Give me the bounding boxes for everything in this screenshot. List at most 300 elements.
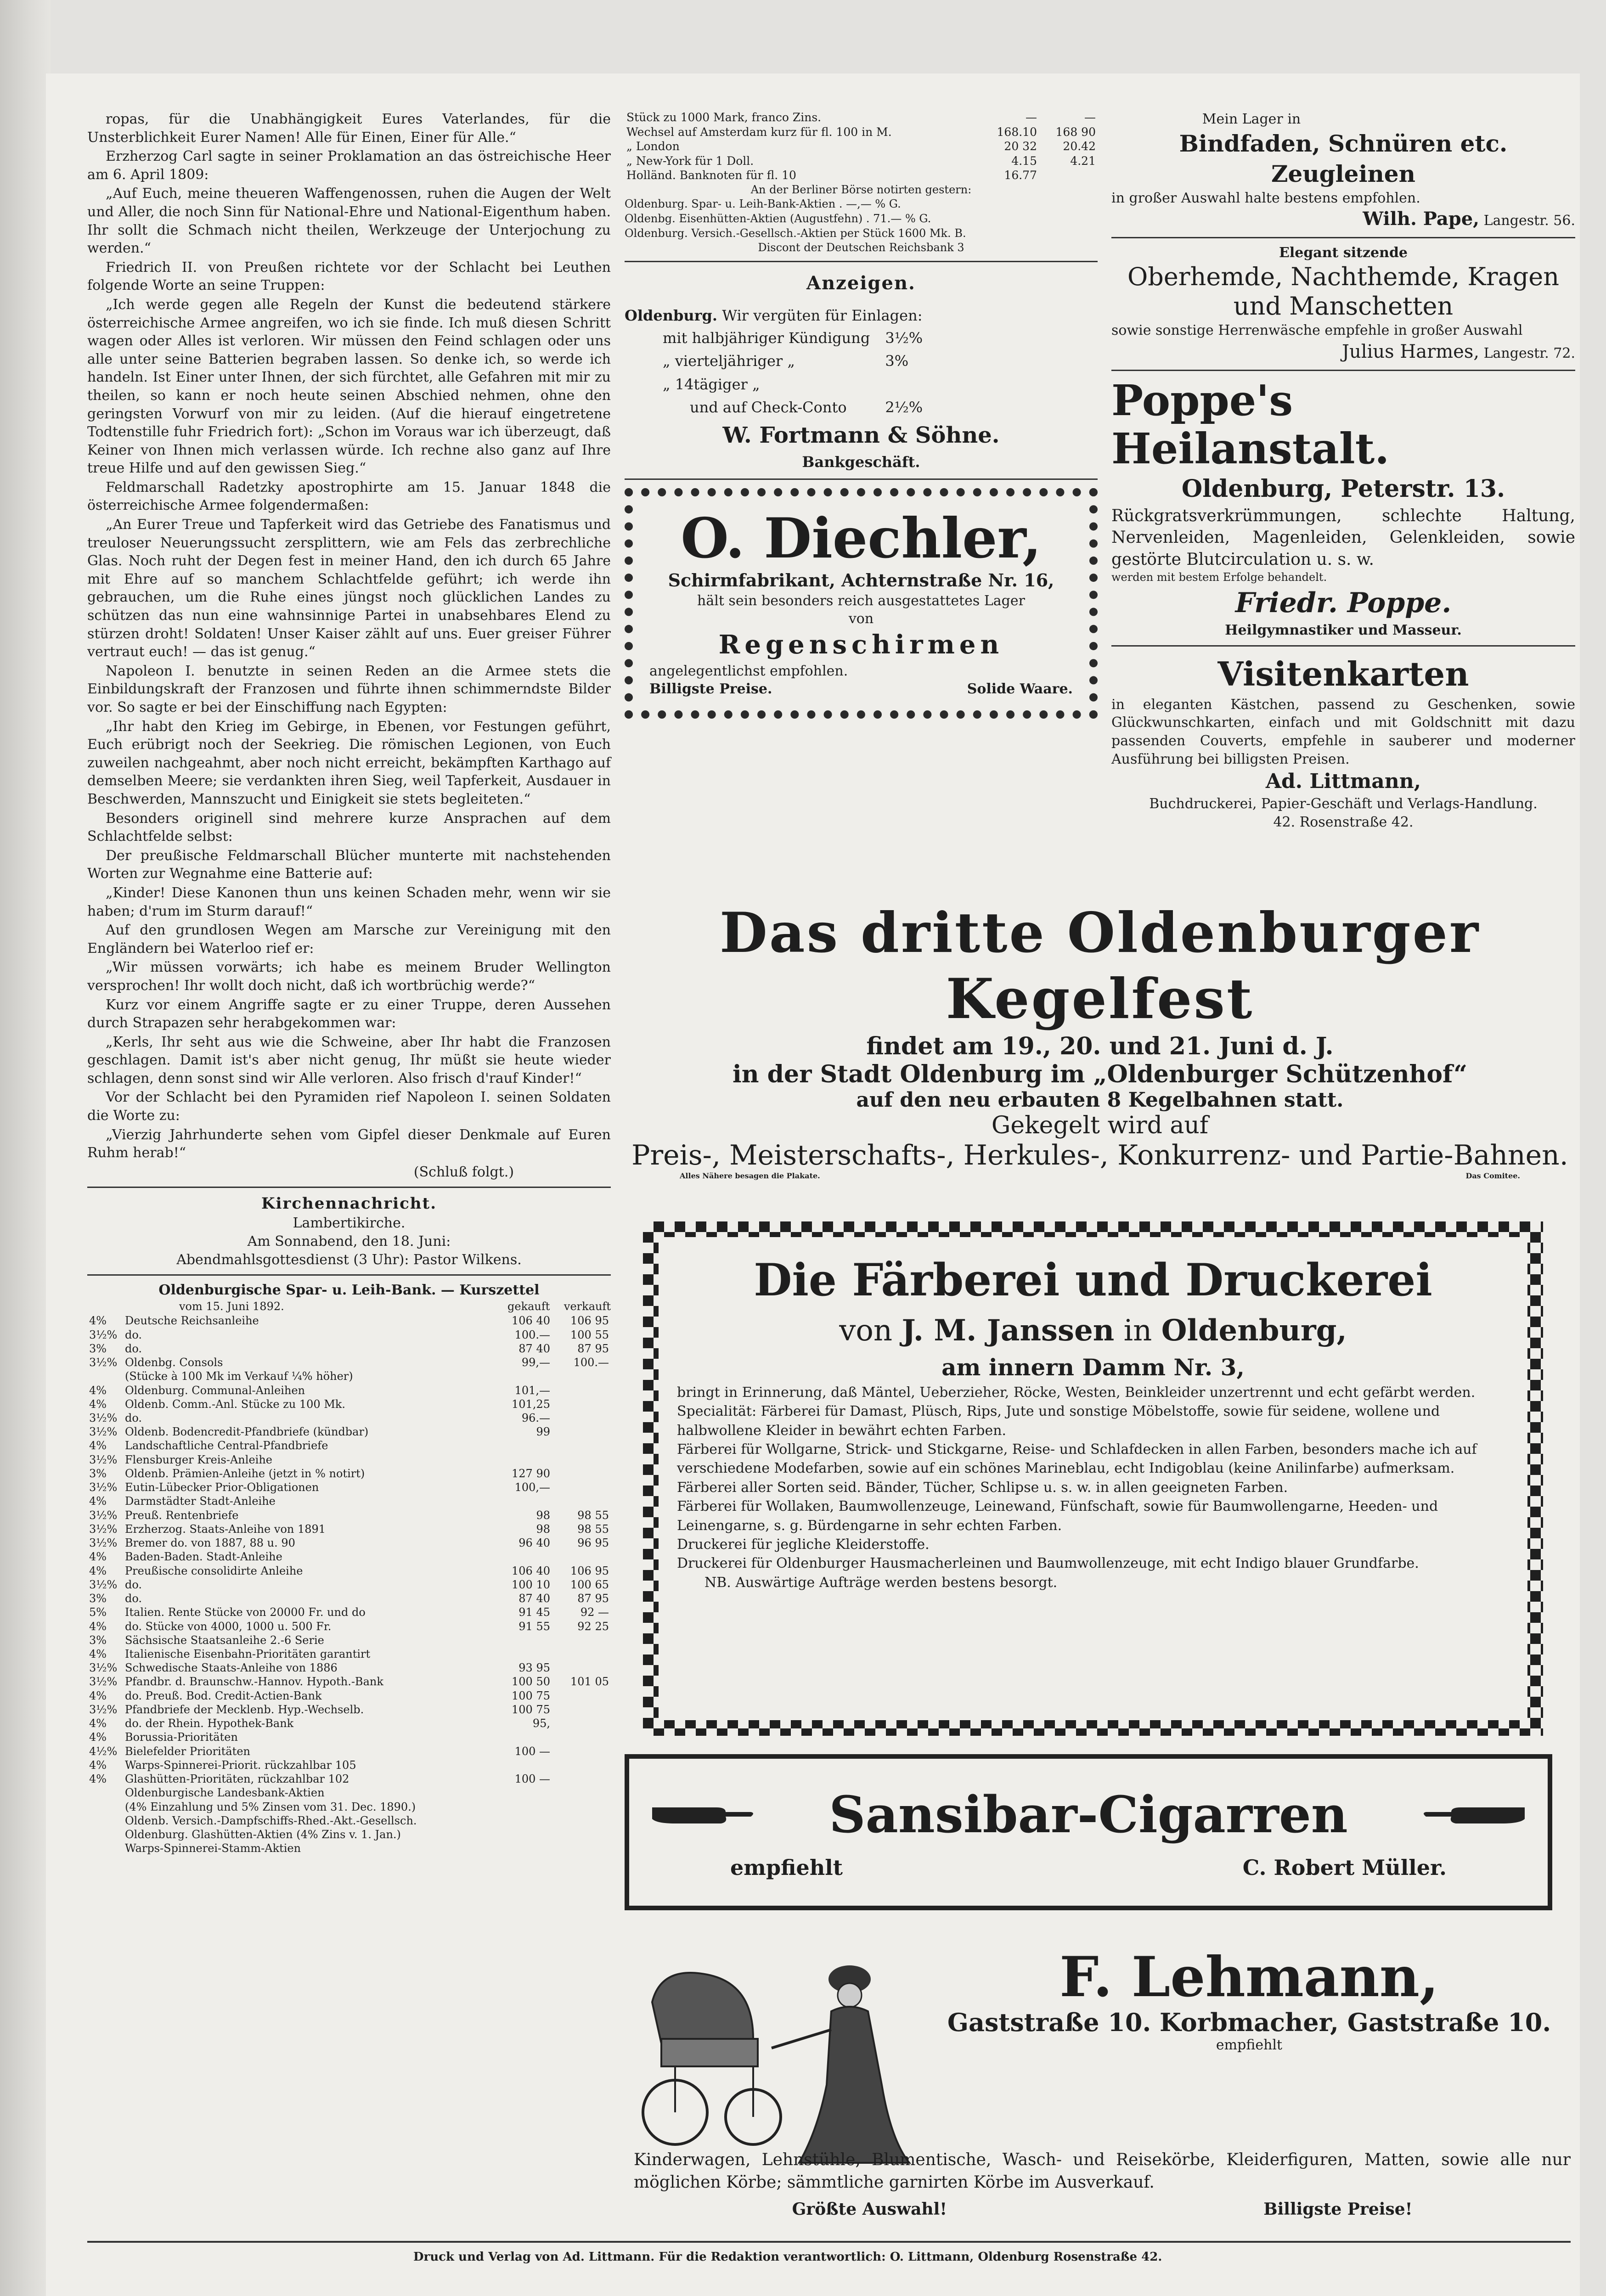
harmes-text: sowie sonstige Herrenwäsche empfehle in großer Auswahl	[1111, 322, 1523, 339]
security-cell: Deutsche Reichsanleihe	[125, 1314, 259, 1328]
table-row	[87, 1745, 611, 1758]
security-cell: do. Stücke von 4000, 1000 u. 500 Fr.	[125, 1620, 332, 1633]
fortmann-place: Oldenburg.	[625, 306, 718, 324]
kegelfest-line1: findet am 19., 20. und 21. Juni d. J.	[866, 1032, 1334, 1060]
rate-cell: 4%	[89, 1384, 107, 1397]
exchange-bid: 168.10	[997, 125, 1037, 139]
sold-cell	[552, 1716, 611, 1730]
fortmann-firm: W. Fortmann & Söhne.	[722, 422, 1000, 448]
bought-cell: 91 55	[518, 1620, 550, 1633]
table-row	[87, 1369, 611, 1383]
sold-cell	[552, 1453, 611, 1467]
rate-cell	[87, 1800, 123, 1814]
bought-cell: 98	[536, 1508, 550, 1522]
table-row	[87, 1605, 611, 1619]
table-row	[87, 1689, 611, 1703]
article-paragraph: „Vierzig Jahrhunderte sehen vom Gipfel dieser Denkmale auf Euren Ruhm herab!“	[87, 1126, 611, 1161]
footer-rule	[87, 2241, 1571, 2243]
exchange-ask: 20.42	[1063, 140, 1096, 153]
security-cell: Oldenburgische Landesbank-Aktien	[125, 1786, 325, 1800]
rate-value: 3½%	[885, 329, 923, 347]
table-row	[87, 1564, 611, 1578]
sold-cell	[552, 1689, 611, 1703]
janssen-address: am innern Damm Nr. 3,	[941, 1353, 1245, 1381]
exchange-ask	[1039, 168, 1098, 183]
rate-cell: 3½%	[89, 1356, 118, 1369]
table-row	[87, 1786, 611, 1800]
table-row	[87, 1494, 611, 1508]
bought-cell: 100 —	[514, 1773, 550, 1786]
security-cell: do.	[125, 1328, 142, 1341]
rate-cell: 4%	[89, 1439, 107, 1452]
rate-cell	[87, 1786, 123, 1800]
table-row	[87, 1522, 611, 1536]
exchange-label: „ London	[626, 140, 680, 153]
bought-cell: 95,	[532, 1717, 550, 1730]
discount: Discont der Deutschen Reichsbank 3	[758, 241, 964, 254]
sold-cell	[552, 1480, 611, 1494]
col-bought: gekauft	[507, 1300, 550, 1313]
security-cell: Darmstädter Stadt-Anleihe	[125, 1495, 276, 1508]
table-row	[87, 1841, 611, 1855]
security-cell: do.	[125, 1342, 142, 1355]
harmes-title: Oberhemde, Nachthemde, Kragen und Manschetten	[1127, 262, 1560, 321]
table-row	[87, 1397, 611, 1411]
exchange-bid: 16.77	[1004, 169, 1037, 182]
article-paragraph: Der preußische Feldmarschall Blücher munterte mit nachstehenden Worten zur Wegnahme eine Batterie auf:	[87, 847, 611, 882]
lehmann-ad	[634, 1947, 1571, 2232]
table-row	[87, 1314, 611, 1328]
article-paragraph: „Ich werde gegen alle Regeln der Kunst die bedeutend stärkere österreichische Armee angreifen, wo ich sie finde. Ich muß diesen Schritt wagen oder Alles ist verloren. Wir müssen den Feind schlagen oder uns alle unter seine Batterien begraben lassen. So denke ich, so werde ich handeln. Ist Einer unter Ihnen, der sich fürchtet, alle Gefahren mit mir zu theilen, so kann er noch heute seinen Abschied nehmen, ohne den geringsten Vorwurf von mir zu leiden. (Auf die hierauf eingetretene Todtenstille fuhr Friedrich fort): „Schon im Voraus war ich überzeugt, daß Keiner von Ihnen mich verlassen würde. Ich rechne also ganz auf Ihre treue Hilfe und auf den gewissen Sieg.“	[87, 296, 611, 477]
diechler-product: Regenschirmen	[718, 629, 1004, 660]
berlin-line: Oldenbg. Eisenhütten-Aktien (Augustfehn) . 71.— % G.	[625, 212, 931, 225]
article-paragraph: „Kerls, Ihr seht aus wie die Schweine, aber Ihr habt die Franzosen geschlagen. Damit ist's aber nicht genug, Ihr müßt sie heute wieder schlagen, denn sonst sind wir Alle verloren. Also frisch d'rauf Kinder!“	[87, 1034, 611, 1086]
sold-cell: 100 65	[570, 1578, 609, 1591]
church-sub: Lambertikirche.	[293, 1215, 406, 1232]
kegelfest-line4: Gekegelt wird auf	[991, 1112, 1209, 1139]
kegelfest-line3: auf den neu erbauten 8 Kegelbahnen statt.	[856, 1088, 1344, 1112]
article-paragraph: Besonders originell sind mehrere kurze Ansprachen auf dem Schlachtfelde selbst:	[87, 810, 611, 845]
rate-cell: 4%	[89, 1731, 107, 1744]
rate-cell	[87, 1828, 123, 1841]
sold-cell: 87 95	[577, 1342, 609, 1355]
church-line1: Am Sonnabend, den 18. Juni:	[247, 1233, 451, 1249]
security-cell: do. Preuß. Bod. Credit-Actien-Bank	[125, 1689, 322, 1702]
diechler-left: Billigste Preise.	[649, 681, 772, 698]
footer-imprint: Druck und Verlag von Ad. Littmann. Für die Redaktion verantwortlich: O. Littmann, Oldenburg Rosenstraße 42.	[413, 2250, 1162, 2264]
table-row	[87, 1772, 611, 1786]
sold-cell	[552, 1745, 611, 1758]
sold-cell	[552, 1633, 611, 1647]
rate-cell	[87, 1369, 123, 1383]
sold-cell	[552, 1550, 611, 1564]
bought-cell: 87 40	[518, 1592, 550, 1605]
rate-value: 3%	[885, 352, 909, 370]
bought-cell: 101,—	[514, 1384, 550, 1397]
bought-cell: 106 40	[512, 1564, 550, 1577]
sold-cell	[552, 1841, 611, 1855]
sold-cell	[552, 1730, 611, 1744]
pape-title2: Zeugleinen	[1271, 160, 1415, 187]
bought-cell: 93 95	[518, 1661, 550, 1675]
security-cell: Bielefelder Prioritäten	[125, 1745, 250, 1758]
bought-cell: 100 50	[512, 1675, 550, 1688]
bought-cell	[493, 1814, 552, 1828]
divider	[87, 1187, 611, 1188]
sold-cell	[552, 1397, 611, 1411]
lehmann-sub: empfiehlt	[1216, 2037, 1283, 2053]
janssen-title: Die Färberei und Druckerei	[754, 1254, 1432, 1306]
rate-label: und auf Check-Conto	[690, 399, 847, 416]
divider	[87, 1274, 611, 1276]
cigarren-left: empfiehlt	[730, 1855, 843, 1880]
cigarren-ad	[625, 1754, 1552, 1910]
security-cell: Sächsische Staatsanleihe 2.-6 Serie	[125, 1633, 324, 1647]
article-paragraph: Feldmarschall Radetzky apostrophirte am 15. Januar 1848 die österreichische Armee folgendermaßen:	[87, 479, 611, 514]
diechler-ad	[625, 488, 1098, 719]
middle-column	[625, 110, 1098, 719]
janssen-city: Oldenburg,	[1161, 1313, 1347, 1348]
security-cell: Warps-Spinnerei-Priorit. rückzahlbar 105	[125, 1758, 356, 1772]
pape-firm: Wilh. Pape,	[1363, 208, 1480, 230]
sold-cell	[552, 1786, 611, 1800]
bought-cell	[493, 1800, 552, 1814]
to-be-continued: (Schluß folgt.)	[413, 1164, 514, 1180]
table-row	[87, 1828, 611, 1841]
kegelfest-line2: in der Stadt Oldenburg im „Oldenburger Schützenhof“	[733, 1060, 1467, 1088]
bought-cell: 99,—	[521, 1356, 550, 1369]
rate-cell: 4%	[89, 1620, 107, 1633]
security-cell: Oldenb. Bodencredit-Pfandbriefe (kündbar)	[125, 1425, 369, 1439]
security-cell: Bremer do. von 1887, 88 u. 90	[125, 1536, 295, 1550]
berlin-intro: An der Berliner Börse notirten gestern:	[750, 183, 972, 196]
lehmann-name: F. Lehmann,	[1059, 1945, 1439, 2009]
rate-label: mit halbjähriger Kündigung	[663, 329, 870, 347]
table-row	[87, 1814, 611, 1828]
fortmann-sub: Bankgeschäft.	[802, 453, 920, 471]
bought-cell: 106 40	[512, 1314, 550, 1328]
exchange-label: Wechsel auf Amsterdam kurz für fl. 100 in M.	[626, 125, 892, 139]
rate-cell: 3½%	[89, 1675, 118, 1688]
rate-cell: 4%	[89, 1717, 107, 1730]
rate-cell: 3%	[89, 1592, 107, 1605]
table-row	[87, 1592, 611, 1605]
janssen-p3: Färberei für Wollgarne, Strick- und Stickgarne, Reise- und Schlafdecken in allen Farben, besonders mache ich auf verschiedene Modefarben, sowie auf ein schönes Marineblau, echt Indigoblau (keine Anilinfarbe) aufmerksam.	[677, 1441, 1477, 1477]
security-cell: Schwedische Staats-Anleihe von 1886	[125, 1661, 338, 1675]
table-row	[87, 1356, 611, 1369]
exchange-ask: 4.21	[1070, 154, 1096, 168]
kegelfest-ad	[629, 900, 1571, 1180]
bought-cell: 100,—	[514, 1481, 550, 1494]
kegelfest-right: Das Comitee.	[1465, 1171, 1520, 1180]
table-row	[87, 1328, 611, 1342]
article-paragraph: Napoleon I. benutzte in seinen Reden an die Armee stets die Einbildungskraft der Franzosen und führte ihnen schimmerndste Bilder vor. So sagte er bei der Einschiffung nach Egypten:	[87, 663, 611, 715]
bought-cell: 100 —	[514, 1745, 550, 1758]
rate-cell: 3%	[89, 1633, 107, 1647]
security-cell: Preußische consolidirte Anleihe	[125, 1564, 303, 1577]
fortmann-intro: Wir vergüten für Einlagen:	[722, 306, 923, 324]
diechler-line1: Schirmfabrikant, Achternstraße Nr. 16,	[668, 569, 1054, 591]
rate-cell: 3½%	[89, 1536, 118, 1550]
table-row	[87, 1453, 611, 1467]
rate-cell: 4%	[89, 1689, 107, 1702]
table-row	[87, 1661, 611, 1675]
church-line2: Abendmahlsgottesdienst (3 Uhr): Pastor Wilkens.	[176, 1251, 522, 1268]
security-cell: Flensburger Kreis-Anleihe	[125, 1453, 272, 1466]
security-cell: Oldenb. Prämien-Anleihe (jetzt in % notirt)	[125, 1467, 365, 1480]
sold-cell	[552, 1661, 611, 1675]
bought-cell	[493, 1647, 552, 1661]
article-paragraph: „Ihr habt den Krieg im Gebirge, in Ebenen, vor Festungen geführt, Euch erübrigt noch der Seekrieg. Die römischen Legionen, von Euch zuweilen nachgeahmt, aber noch nicht erreicht, bekämpften Karthago auf demselben Meere; sie verdankten ihren Sieg, weil Tapferkeit, Ausdauer in Beschwerden, Mannszucht und Einigkeit sie stets begleiteten.“	[87, 718, 611, 807]
janssen-p5: Färberei für Wollaken, Baumwollenzeuge, Leinewand, Fünfschaft, sowie für Baumwollengarne, Heeden- und Leinengarne, s. g. Bürdengarne in sehr echten Farben.	[677, 1498, 1438, 1534]
diechler-name: O. Diechler,	[681, 506, 1042, 571]
harmes-address: Langestr. 72.	[1483, 345, 1575, 361]
sold-cell	[552, 1647, 611, 1661]
divider	[625, 478, 1098, 480]
security-cell: Oldenburg. Communal-Anleihen	[125, 1384, 305, 1397]
page-edge	[0, 0, 51, 2296]
rate-cell: 4½%	[89, 1745, 118, 1758]
rate-cell: 4%	[89, 1647, 107, 1660]
table-row	[87, 1675, 611, 1688]
security-cell: (Stücke à 100 Mk im Verkauf ¼% höher)	[125, 1370, 353, 1383]
janssen-von: von	[839, 1314, 893, 1348]
bought-cell	[493, 1494, 552, 1508]
article-paragraph: Auf den grundlosen Wegen am Marsche zur Vereinigung mit den Engländern bei Waterloo rief er:	[87, 922, 611, 957]
bought-cell: 100 75	[512, 1689, 550, 1702]
sold-cell: 100 55	[570, 1328, 609, 1341]
diechler-right: Solide Waare.	[967, 681, 1073, 698]
article-paragraph: Kurz vor einem Angriffe sagte er zu einer Truppe, deren Aussehen durch Strapazen sehr herabgekommen war:	[87, 996, 611, 1031]
bought-cell: 100.—	[514, 1328, 550, 1341]
bought-cell	[493, 1550, 552, 1564]
table-row	[625, 154, 1098, 169]
sold-cell: 100.—	[573, 1356, 609, 1369]
janssen-p1: bringt in Erinnerung, daß Mäntel, Ueberzieher, Röcke, Westen, Beinkleider unzertrennt und echt gefärbt werden.	[677, 1384, 1476, 1401]
divider	[1111, 370, 1575, 371]
bought-cell	[493, 1758, 552, 1772]
rate-cell	[87, 1841, 123, 1855]
article-paragraph: „Auf Euch, meine theueren Waffengenossen, ruhen die Augen der Welt und Aller, die noch Sinn für National-Ehre und National-Eigenthum haben. Ihr sollt die Schmach nicht theilen, Werkzeuge der Unterjochung zu werden.“	[87, 186, 611, 257]
article-paragraph: „Kinder! Diese Kanonen thun uns keinen Schaden mehr, wenn wir sie haben; d'rum im Sturm darauf!“	[87, 884, 611, 919]
sold-cell	[552, 1800, 611, 1814]
bought-cell: 91 45	[518, 1606, 550, 1619]
littmann-firm: Ad. Littmann,	[1265, 770, 1421, 793]
church-heading: Kirchennachricht.	[261, 1194, 437, 1213]
sold-cell: 92 25	[577, 1620, 609, 1633]
right-column	[1111, 110, 1575, 831]
security-cell: Oldenburg. Glashütten-Aktien (4% Zins v. 1. Jan.)	[125, 1828, 401, 1841]
berlin-line: Oldenburg. Versich.-Gesellsch.-Aktien per Stück 1600 Mk. B.	[625, 226, 966, 240]
janssen-p7: Druckerei für Oldenburger Hausmacherleinen und Baumwollenzeuge, mit echt Indigo blauer Grundfarbe.	[677, 1555, 1419, 1572]
exchange-ask: 168 90	[1055, 125, 1096, 139]
rate-cell: 3½%	[89, 1481, 118, 1494]
bought-cell: 100 75	[512, 1703, 550, 1716]
divider	[1111, 645, 1575, 647]
bought-cell: 99	[536, 1425, 550, 1439]
table-row	[625, 139, 1098, 154]
table-row	[87, 1800, 611, 1814]
rate-cell: 3%	[89, 1342, 107, 1355]
table-row	[87, 1342, 611, 1356]
pointing-hand-right-icon	[648, 1798, 758, 1830]
exchange-bid: 4.15	[1011, 154, 1037, 168]
rate-cell: 4%	[89, 1397, 107, 1411]
divider	[625, 261, 1098, 262]
table-row	[87, 1508, 611, 1522]
rate-label: „ 14tägiger „	[663, 375, 760, 393]
sold-cell	[552, 1467, 611, 1480]
sold-cell: 106 95	[570, 1314, 609, 1328]
lehmann-address: Gaststraße 10. Korbmacher, Gaststraße 10.	[947, 2008, 1551, 2037]
lehmann-left: Größte Auswahl!	[792, 2200, 947, 2219]
table-row	[87, 1480, 611, 1494]
rate-cell: 3½%	[89, 1578, 118, 1591]
bought-cell: 98	[536, 1522, 550, 1536]
rate-cell: 4%	[89, 1550, 107, 1564]
bought-cell: 96 40	[518, 1536, 550, 1550]
sold-cell: 92 —	[580, 1606, 609, 1619]
cigarren-title: Sansibar-Cigarren	[829, 1784, 1348, 1844]
bank-table	[87, 1314, 611, 1855]
janssen-nb: NB. Auswärtige Aufträge werden bestens besorgt.	[704, 1574, 1058, 1591]
table-row	[87, 1550, 611, 1564]
poppe-text1: Rückgratsverkrümmungen, schlechte Haltung, Nervenleiden, Magenleiden, Gelenkleiden, sowie gestörte Blutcirculation u. s. w.	[1111, 506, 1575, 569]
sold-cell	[552, 1703, 611, 1716]
security-cell: Italien. Rente Stücke von 20000 Fr. und do	[125, 1606, 366, 1619]
article-text	[87, 110, 611, 1162]
divider	[1111, 237, 1575, 238]
exchange-label: „ New-York für 1 Doll.	[626, 154, 754, 168]
exchange-label: Holländ. Banknoten für fl. 10	[626, 169, 796, 182]
rate-cell: 4%	[89, 1773, 107, 1786]
article-paragraph: Friedrich II. von Preußen richtete vor der Schlacht bei Leuthen folgende Worte an seine Truppen:	[87, 259, 611, 294]
kegelfest-line5: Preis-, Meisterschafts-, Herkules-, Konkurrenz- und Partie-Bahnen.	[631, 1139, 1568, 1171]
bought-cell	[493, 1439, 552, 1452]
poppe-name: Friedr. Poppe.	[1235, 587, 1452, 619]
exchange-label: Stück zu 1000 Mark, franco Zins.	[626, 111, 822, 124]
diechler-line3: von	[848, 611, 874, 627]
poppe-title: Poppe's Heilanstalt.	[1111, 375, 1390, 474]
security-cell: do.	[125, 1592, 142, 1605]
janssen-name: J. M. Janssen	[902, 1313, 1115, 1348]
article-paragraph: ropas, für die Unabhängigkeit Eures Vaterlandes, für die Unsterblichkeit Eurer Namen! Alle für Einen, Einer für Alle.“	[87, 111, 611, 146]
cigarren-right: C. Robert Müller.	[1242, 1855, 1447, 1880]
security-cell: do.	[125, 1578, 142, 1591]
lehmann-text: Kinderwagen, Lehnstühle, Blumentische, Wasch- und Reisekörbe, Kleiderfiguren, Matten, sowie alle nur möglichen Körbe; sämmtliche garnirten Körbe im Ausverkauf.	[634, 2150, 1571, 2192]
security-cell: Erzherzog. Staats-Anleihe von 1891	[125, 1522, 326, 1536]
sold-cell: 101 05	[570, 1675, 609, 1688]
table-row	[87, 1439, 611, 1452]
exchange-bid: 20 32	[1004, 140, 1037, 153]
sold-cell	[552, 1425, 611, 1439]
anzeigen-heading: Anzeigen.	[806, 272, 916, 294]
harmes-firm: Julius Harmes,	[1341, 341, 1480, 362]
rate-cell: 5%	[89, 1606, 107, 1619]
diechler-line4: angelegentlichst empfohlen.	[649, 663, 848, 679]
bought-cell	[493, 1453, 552, 1467]
security-cell: (4% Einzahlung und 5% Zinsen vom 31. Dec. 1890.)	[125, 1800, 416, 1813]
janssen-ad	[643, 1221, 1543, 1736]
rate-cell: 3½%	[89, 1425, 118, 1439]
table-row	[87, 1425, 611, 1439]
poppe-role: Heilgymnastiker und Masseur.	[1225, 622, 1462, 639]
bought-cell	[493, 1786, 552, 1800]
janssen-in: in	[1123, 1314, 1152, 1348]
janssen-p6: Druckerei für jegliche Kleiderstoffe.	[677, 1536, 930, 1553]
sold-cell	[552, 1814, 611, 1828]
littmann-text: in eleganten Kästchen, passend zu Geschenken, sowie Glückwunschkarten, einfach und mit Goldschnitt mit dazu passenden Couverts, empfehle in sauberer und moderner Ausführung bei billigsten Preisen.	[1111, 696, 1575, 767]
bought-cell: 127 90	[512, 1467, 550, 1480]
sold-cell	[552, 1772, 611, 1786]
sold-cell: 96 95	[577, 1536, 609, 1550]
rate-cell: 3½%	[89, 1703, 118, 1716]
rate-cell	[87, 1814, 123, 1828]
rate-cell: 3½%	[89, 1661, 118, 1675]
sold-cell: 98 55	[577, 1522, 609, 1536]
sold-cell	[552, 1439, 611, 1452]
exchange-bid: —	[1026, 111, 1037, 124]
pram-lady-illustration	[634, 1947, 919, 2167]
lehmann-right: Billigste Preise!	[1263, 2200, 1413, 2219]
security-cell: Eutin-Lübecker Prior-Obligationen	[125, 1481, 319, 1494]
sold-cell: 98 55	[577, 1508, 609, 1522]
table-row	[87, 1467, 611, 1480]
security-cell: Pfandbriefe der Mecklenb. Hyp.-Wechselb.	[125, 1703, 364, 1716]
bought-cell: 101,25	[512, 1397, 550, 1411]
bought-cell: 87 40	[518, 1342, 550, 1355]
article-paragraph: „An Eurer Treue und Tapferkeit wird das Getriebe des Fanatismus und treuloser Neuerungssucht zersplittern, wie am Fels das zerbrechliche Glas. Noch ruht der Degen fest in meiner Hand, den ich durch 65 Jahre mit Ehre auf so manchem Schlachtfelde geführt; ich werde ihn gebrauchen, um die Ruhe eines jüngst noch glücklichen Landes zu schützen das nun eine wahnsinnige Partei in unabsehbares Elend zu stürzen droht! Soldaten! Unser Kaiser zählt auf uns. Euer greiser Führer vertraut euch! — das ist genug.“	[87, 517, 611, 660]
rate-cell: 4%	[89, 1495, 107, 1508]
bought-cell	[493, 1841, 552, 1855]
fortmann-ad	[625, 305, 1098, 473]
janssen-p2: Specialität: Färberei für Damast, Plüsch, Rips, Jute und sonstige Möbelstoffe, sowie für seidene, wollene und halbwollene Kleider in bewährt echten Farben.	[677, 1403, 1440, 1439]
table-row	[87, 1647, 611, 1661]
littmann-title: Visitenkarten	[1217, 654, 1469, 693]
table-row	[87, 1411, 611, 1425]
table-row	[87, 1703, 611, 1716]
berlin-line: Oldenburg. Spar- u. Leih-Bank-Aktien . —,— % G.	[625, 197, 901, 211]
rate-cell: 3½%	[89, 1522, 118, 1536]
rate-cell: 4%	[89, 1564, 107, 1577]
table-row	[87, 1716, 611, 1730]
sold-cell: 106 95	[570, 1564, 609, 1577]
security-cell: Oldenb. Comm.-Anl. Stücke zu 100 Mk.	[125, 1397, 346, 1411]
table-row	[625, 168, 1098, 183]
table-row	[87, 1633, 611, 1647]
bank-date: vom 15. Juni 1892.	[179, 1300, 284, 1313]
pointing-hand-left-icon	[1419, 1798, 1529, 1830]
rate-value	[871, 373, 923, 395]
sold-cell	[552, 1369, 611, 1383]
security-cell: Glashütten-Prioritäten, rückzahlbar 102	[125, 1773, 349, 1786]
rate-value: 2½%	[885, 399, 923, 416]
bought-cell: 96.—	[521, 1412, 550, 1424]
table-row	[87, 1620, 611, 1633]
rate-cell: 3%	[89, 1467, 107, 1480]
janssen-p4: Färberei aller Sorten seid. Bänder, Tücher, Schlipse u. s. w. in allen geeigneten Farben.	[677, 1479, 1288, 1496]
exchange-ask: —	[1084, 111, 1096, 124]
security-cell: Baden-Baden. Stadt-Anleihe	[125, 1550, 282, 1564]
table-row	[87, 1758, 611, 1772]
rate-label: „ vierteljähriger „	[663, 352, 795, 370]
col-sold: verkauft	[564, 1300, 611, 1313]
rate-cell: 3½%	[89, 1453, 118, 1466]
rate-cell: 3½%	[89, 1412, 118, 1424]
bought-cell	[493, 1828, 552, 1841]
pape-title1: Bindfaden, Schnüren etc.	[1179, 129, 1508, 157]
sold-cell	[552, 1494, 611, 1508]
